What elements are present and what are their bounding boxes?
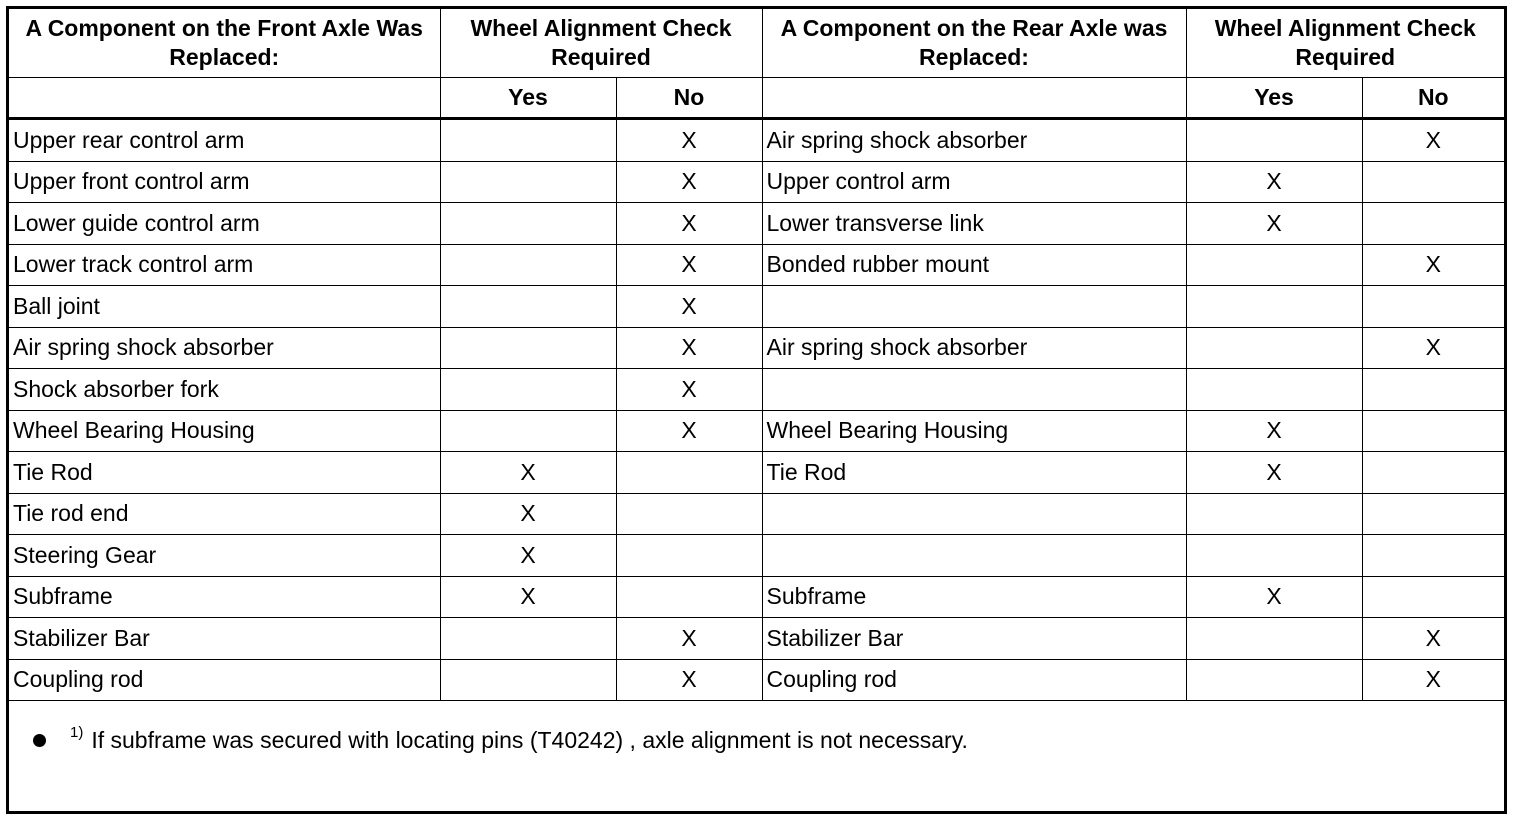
rear-no-cell bbox=[1362, 286, 1504, 328]
rear-component-cell: Lower transverse link bbox=[762, 203, 1186, 245]
table-row bbox=[9, 535, 1504, 577]
front-yes-cell bbox=[440, 119, 616, 162]
rear-no-cell: X bbox=[1362, 659, 1504, 701]
rear-yes-cell bbox=[1186, 535, 1362, 577]
rear-yes-header: Yes bbox=[1186, 78, 1362, 119]
front-yes-cell bbox=[440, 203, 616, 245]
front-no-cell bbox=[616, 535, 762, 577]
front-component-cell: Ball joint bbox=[9, 286, 440, 328]
table-row bbox=[9, 659, 1504, 701]
rear-no-cell: X bbox=[1362, 119, 1504, 162]
front-no-cell: X bbox=[616, 659, 762, 701]
table-row bbox=[9, 452, 1504, 494]
table-row bbox=[9, 369, 1504, 411]
front-component-header: A Component on the Front Axle Was Replaced: bbox=[9, 9, 440, 78]
rear-component-cell: Air spring shock absorber bbox=[762, 327, 1186, 369]
rear-check-header: Wheel Alignment Check Required bbox=[1186, 9, 1504, 78]
rear-component-cell: Upper control arm bbox=[762, 161, 1186, 203]
front-yes-cell bbox=[440, 369, 616, 411]
rear-yes-cell bbox=[1186, 244, 1362, 286]
rear-yes-cell: X bbox=[1186, 410, 1362, 452]
front-no-cell: X bbox=[616, 618, 762, 660]
table-row bbox=[9, 410, 1504, 452]
table-row bbox=[9, 203, 1504, 245]
wheel-alignment-table bbox=[9, 9, 1504, 701]
rear-component-header: A Component on the Rear Axle was Replaced: bbox=[762, 9, 1186, 78]
front-no-cell bbox=[616, 452, 762, 494]
footnote-marker: 1) bbox=[70, 724, 84, 741]
rear-no-cell bbox=[1362, 369, 1504, 411]
rear-no-cell bbox=[1362, 493, 1504, 535]
rear-no-cell bbox=[1362, 452, 1504, 494]
front-no-cell: X bbox=[616, 327, 762, 369]
front-component-cell: Lower guide control arm bbox=[9, 203, 440, 245]
front-component-cell: Shock absorber fork bbox=[9, 369, 440, 411]
front-component-cell: Steering Gear bbox=[9, 535, 440, 577]
table-row bbox=[9, 327, 1504, 369]
front-yes-cell bbox=[440, 410, 616, 452]
table-row bbox=[9, 493, 1504, 535]
front-yes-cell: X bbox=[440, 535, 616, 577]
front-yes-header: Yes bbox=[440, 78, 616, 119]
front-no-cell bbox=[616, 576, 762, 618]
front-component-cell: Subframe bbox=[9, 576, 440, 618]
rear-no-cell bbox=[1362, 161, 1504, 203]
footnote-text: If subframe was secured with locating pins (T40242) , axle alignment is not necessary. bbox=[91, 727, 968, 753]
rear-component-cell: Stabilizer Bar bbox=[762, 618, 1186, 660]
rear-blank-subheader bbox=[762, 78, 1186, 119]
rear-component-cell: Coupling rod bbox=[762, 659, 1186, 701]
bullet-icon bbox=[33, 734, 46, 747]
front-yes-cell: X bbox=[440, 576, 616, 618]
rear-component-cell: Wheel Bearing Housing bbox=[762, 410, 1186, 452]
front-yes-cell: X bbox=[440, 493, 616, 535]
front-no-cell: X bbox=[616, 161, 762, 203]
rear-yes-cell bbox=[1186, 327, 1362, 369]
front-no-cell: X bbox=[616, 286, 762, 328]
front-no-cell: X bbox=[616, 119, 762, 162]
rear-yes-cell: X bbox=[1186, 161, 1362, 203]
front-blank-subheader bbox=[9, 78, 440, 119]
front-no-cell: X bbox=[616, 203, 762, 245]
rear-component-cell: Tie Rod bbox=[762, 452, 1186, 494]
rear-yes-cell bbox=[1186, 493, 1362, 535]
table-row bbox=[9, 119, 1504, 162]
table-row bbox=[9, 244, 1504, 286]
front-component-cell: Coupling rod bbox=[9, 659, 440, 701]
rear-component-cell bbox=[762, 369, 1186, 411]
front-component-cell: Wheel Bearing Housing bbox=[9, 410, 440, 452]
rear-no-cell: X bbox=[1362, 327, 1504, 369]
rear-no-cell: X bbox=[1362, 618, 1504, 660]
front-check-header: Wheel Alignment Check Required bbox=[440, 9, 762, 78]
rear-yes-cell bbox=[1186, 286, 1362, 328]
rear-component-cell bbox=[762, 286, 1186, 328]
front-yes-cell bbox=[440, 286, 616, 328]
front-component-cell: Upper rear control arm bbox=[9, 119, 440, 162]
rear-yes-cell: X bbox=[1186, 576, 1362, 618]
rear-yes-cell bbox=[1186, 618, 1362, 660]
rear-no-cell bbox=[1362, 203, 1504, 245]
front-no-cell: X bbox=[616, 369, 762, 411]
front-component-cell: Tie rod end bbox=[9, 493, 440, 535]
front-yes-cell bbox=[440, 659, 616, 701]
rear-yes-cell bbox=[1186, 659, 1362, 701]
rear-no-cell bbox=[1362, 576, 1504, 618]
rear-yes-cell: X bbox=[1186, 452, 1362, 494]
front-yes-cell bbox=[440, 618, 616, 660]
rear-yes-cell: X bbox=[1186, 203, 1362, 245]
rear-no-cell bbox=[1362, 410, 1504, 452]
rear-yes-cell bbox=[1186, 119, 1362, 162]
table-row bbox=[9, 161, 1504, 203]
front-component-cell: Upper front control arm bbox=[9, 161, 440, 203]
front-yes-cell bbox=[440, 327, 616, 369]
front-yes-cell bbox=[440, 244, 616, 286]
rear-component-cell: Air spring shock absorber bbox=[762, 119, 1186, 162]
front-no-cell: X bbox=[616, 244, 762, 286]
table-row bbox=[9, 576, 1504, 618]
rear-no-cell: X bbox=[1362, 244, 1504, 286]
front-no-cell: X bbox=[616, 410, 762, 452]
front-no-header: No bbox=[616, 78, 762, 119]
front-component-cell: Tie Rod bbox=[9, 452, 440, 494]
footnote bbox=[33, 724, 968, 754]
table-row bbox=[9, 286, 1504, 328]
front-no-cell bbox=[616, 493, 762, 535]
table-row bbox=[9, 618, 1504, 660]
front-component-cell: Stabilizer Bar bbox=[9, 618, 440, 660]
rear-component-cell: Bonded rubber mount bbox=[762, 244, 1186, 286]
front-component-cell: Air spring shock absorber bbox=[9, 327, 440, 369]
rear-yes-cell bbox=[1186, 369, 1362, 411]
front-component-cell: Lower track control arm bbox=[9, 244, 440, 286]
rear-component-cell bbox=[762, 493, 1186, 535]
alignment-table-frame bbox=[6, 6, 1507, 814]
front-yes-cell bbox=[440, 161, 616, 203]
rear-component-cell: Subframe bbox=[762, 576, 1186, 618]
rear-no-cell bbox=[1362, 535, 1504, 577]
rear-no-header: No bbox=[1362, 78, 1504, 119]
front-yes-cell: X bbox=[440, 452, 616, 494]
rear-component-cell bbox=[762, 535, 1186, 577]
